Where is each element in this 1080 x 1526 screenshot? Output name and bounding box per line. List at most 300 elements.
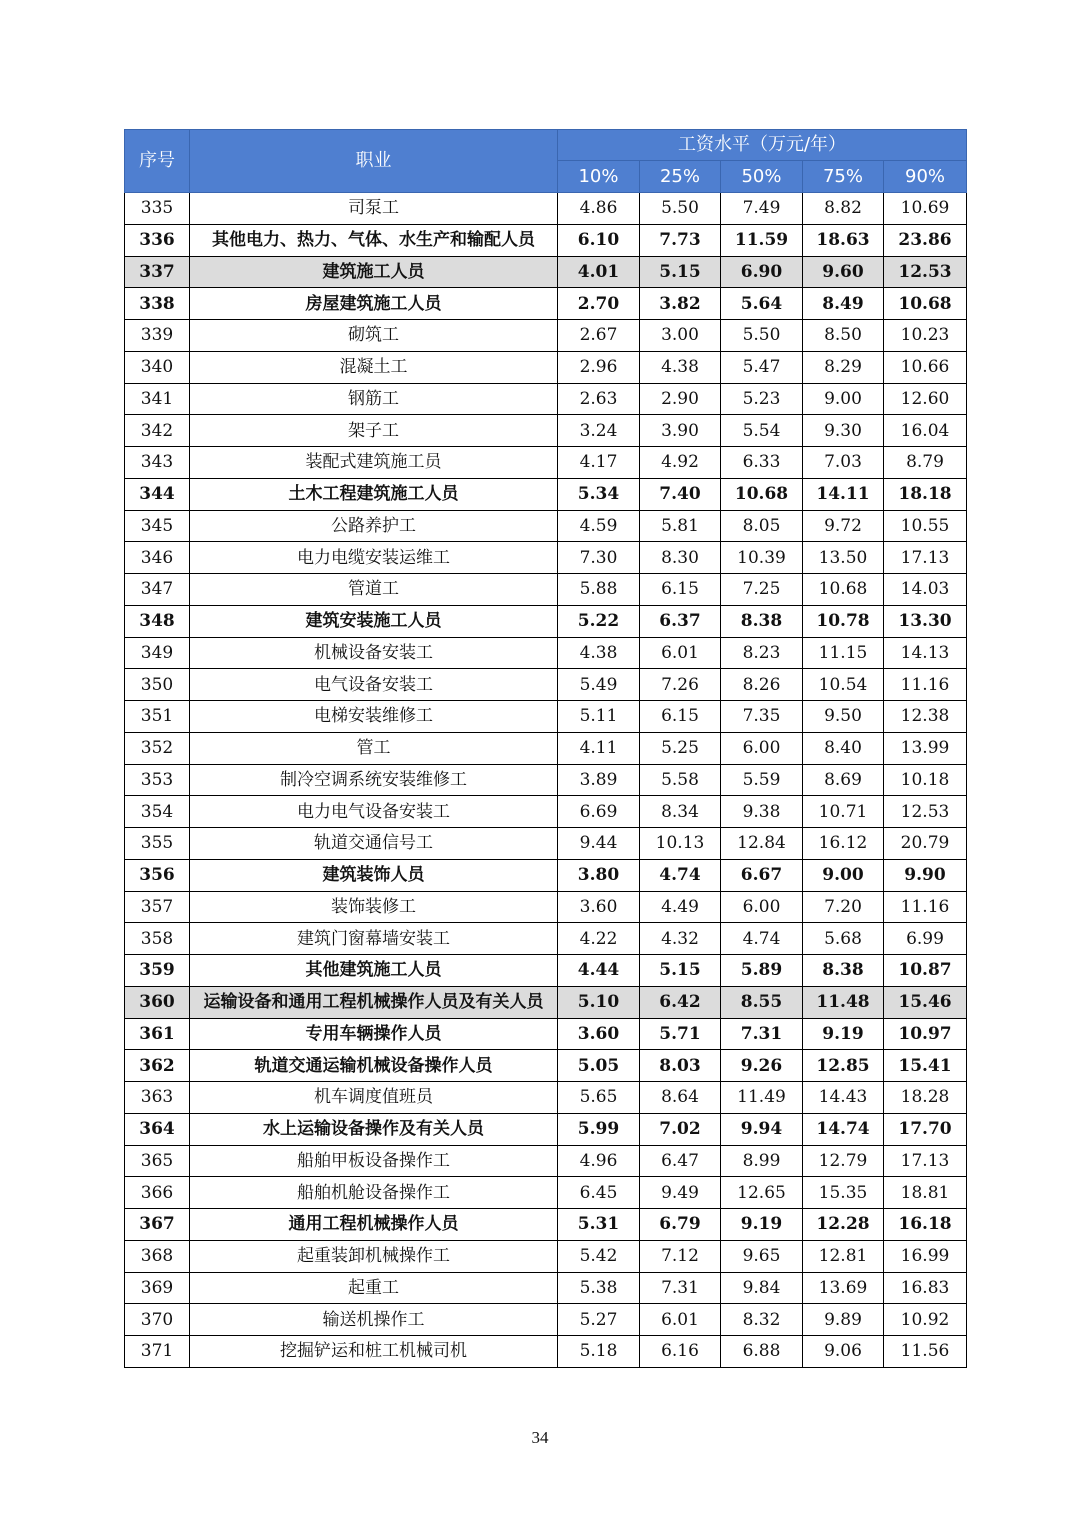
cell-p50: 12.65: [721, 1177, 803, 1209]
cell-occupation: 管工: [190, 732, 558, 764]
cell-seq: 337: [125, 256, 190, 288]
cell-p10: 7.30: [558, 542, 640, 574]
cell-p75: 14.74: [803, 1113, 884, 1145]
table-header: [125, 130, 967, 193]
cell-occupation: 船舶机舱设备操作工: [190, 1177, 558, 1209]
table-row: [125, 1209, 967, 1241]
cell-p50: 5.59: [721, 764, 803, 796]
cell-occupation: 水上运输设备操作及有关人员: [190, 1113, 558, 1145]
cell-seq: 370: [125, 1304, 190, 1336]
cell-p25: 8.03: [640, 1050, 721, 1082]
cell-p10: 5.10: [558, 986, 640, 1018]
cell-p90: 15.41: [884, 1050, 967, 1082]
cell-p75: 14.43: [803, 1082, 884, 1114]
cell-p50: 9.94: [721, 1113, 803, 1145]
cell-p90: 17.13: [884, 1145, 967, 1177]
cell-occupation: 钢筋工: [190, 383, 558, 415]
cell-p10: 6.10: [558, 224, 640, 256]
cell-p75: 15.35: [803, 1177, 884, 1209]
cell-p75: 8.38: [803, 955, 884, 987]
table-row: [125, 732, 967, 764]
cell-p75: 8.69: [803, 764, 884, 796]
wage-table: [124, 129, 967, 1368]
cell-p75: 7.20: [803, 891, 884, 923]
cell-p50: 5.47: [721, 351, 803, 383]
cell-p75: 9.72: [803, 510, 884, 542]
cell-p75: 11.15: [803, 637, 884, 669]
cell-seq: 335: [125, 193, 190, 225]
cell-seq: 344: [125, 478, 190, 510]
cell-occupation: 土木工程建筑施工人员: [190, 478, 558, 510]
cell-p50: 11.59: [721, 224, 803, 256]
cell-occupation: 混凝土工: [190, 351, 558, 383]
cell-occupation: 建筑装饰人员: [190, 859, 558, 891]
cell-p90: 18.28: [884, 1082, 967, 1114]
cell-p10: 5.18: [558, 1336, 640, 1368]
cell-seq: 368: [125, 1240, 190, 1272]
cell-p10: 4.96: [558, 1145, 640, 1177]
cell-seq: 362: [125, 1050, 190, 1082]
cell-p90: 10.97: [884, 1018, 967, 1050]
cell-p90: 15.46: [884, 986, 967, 1018]
cell-p50: 6.67: [721, 859, 803, 891]
cell-p75: 8.40: [803, 732, 884, 764]
cell-seq: 360: [125, 986, 190, 1018]
cell-seq: 342: [125, 415, 190, 447]
table-row: [125, 1177, 967, 1209]
cell-p25: 6.16: [640, 1336, 721, 1368]
cell-occupation: 公路养护工: [190, 510, 558, 542]
cell-occupation: 其他电力、热力、气体、水生产和输配人员: [190, 224, 558, 256]
header-wage-group: 工资水平（万元/年）: [558, 130, 967, 161]
cell-p10: 5.05: [558, 1050, 640, 1082]
cell-seq: 371: [125, 1336, 190, 1368]
cell-occupation: 轨道交通信号工: [190, 828, 558, 860]
cell-p90: 10.68: [884, 288, 967, 320]
cell-p25: 10.13: [640, 828, 721, 860]
table-row: [125, 1018, 967, 1050]
cell-p90: 11.16: [884, 669, 967, 701]
cell-p10: 5.38: [558, 1272, 640, 1304]
cell-p75: 12.85: [803, 1050, 884, 1082]
cell-p75: 9.89: [803, 1304, 884, 1336]
cell-p10: 3.24: [558, 415, 640, 447]
cell-p90: 10.87: [884, 955, 967, 987]
table-row: [125, 574, 967, 606]
cell-p25: 6.15: [640, 701, 721, 733]
cell-p50: 6.90: [721, 256, 803, 288]
table-row: [125, 320, 967, 352]
cell-p50: 6.88: [721, 1336, 803, 1368]
cell-p90: 16.04: [884, 415, 967, 447]
cell-p10: 4.86: [558, 193, 640, 225]
cell-p50: 5.54: [721, 415, 803, 447]
table-row: [125, 1272, 967, 1304]
table-row: [125, 288, 967, 320]
table-row: [125, 224, 967, 256]
cell-p75: 10.54: [803, 669, 884, 701]
cell-seq: 338: [125, 288, 190, 320]
cell-p90: 14.03: [884, 574, 967, 606]
cell-seq: 346: [125, 542, 190, 574]
cell-seq: 352: [125, 732, 190, 764]
cell-p90: 10.18: [884, 764, 967, 796]
cell-p90: 14.13: [884, 637, 967, 669]
cell-p50: 9.65: [721, 1240, 803, 1272]
table-row: [125, 891, 967, 923]
cell-seq: 350: [125, 669, 190, 701]
header-occupation: 职业: [190, 130, 558, 193]
table-row: [125, 955, 967, 987]
cell-seq: 355: [125, 828, 190, 860]
cell-p90: 17.70: [884, 1113, 967, 1145]
cell-p50: 8.32: [721, 1304, 803, 1336]
cell-occupation: 电力电气设备安装工: [190, 796, 558, 828]
header-p75: 75%: [803, 161, 884, 193]
cell-p25: 4.32: [640, 923, 721, 955]
cell-p90: 12.53: [884, 256, 967, 288]
cell-seq: 359: [125, 955, 190, 987]
cell-p75: 13.50: [803, 542, 884, 574]
cell-p25: 5.15: [640, 955, 721, 987]
cell-p25: 4.49: [640, 891, 721, 923]
cell-p75: 14.11: [803, 478, 884, 510]
table-row: [125, 669, 967, 701]
cell-p75: 7.03: [803, 447, 884, 479]
cell-p75: 10.78: [803, 605, 884, 637]
cell-p10: 3.80: [558, 859, 640, 891]
cell-p10: 4.38: [558, 637, 640, 669]
table-row: [125, 510, 967, 542]
cell-p50: 9.26: [721, 1050, 803, 1082]
cell-p10: 4.17: [558, 447, 640, 479]
cell-p90: 12.53: [884, 796, 967, 828]
table-row: [125, 828, 967, 860]
cell-p10: 5.88: [558, 574, 640, 606]
table-row: [125, 415, 967, 447]
cell-p50: 8.23: [721, 637, 803, 669]
cell-occupation: 装配式建筑施工员: [190, 447, 558, 479]
cell-occupation: 机械设备安装工: [190, 637, 558, 669]
cell-p10: 5.31: [558, 1209, 640, 1241]
cell-p90: 11.16: [884, 891, 967, 923]
cell-p50: 6.00: [721, 891, 803, 923]
cell-seq: 363: [125, 1082, 190, 1114]
cell-p10: 4.22: [558, 923, 640, 955]
cell-occupation: 制冷空调系统安装维修工: [190, 764, 558, 796]
cell-p10: 3.89: [558, 764, 640, 796]
header-p50: 50%: [721, 161, 803, 193]
cell-seq: 356: [125, 859, 190, 891]
cell-p50: 6.33: [721, 447, 803, 479]
cell-p25: 5.81: [640, 510, 721, 542]
cell-p25: 6.79: [640, 1209, 721, 1241]
cell-p25: 7.40: [640, 478, 721, 510]
cell-p25: 6.15: [640, 574, 721, 606]
cell-p25: 4.38: [640, 351, 721, 383]
cell-occupation: 输送机操作工: [190, 1304, 558, 1336]
cell-p75: 8.50: [803, 320, 884, 352]
cell-p25: 7.31: [640, 1272, 721, 1304]
cell-p10: 2.96: [558, 351, 640, 383]
cell-seq: 348: [125, 605, 190, 637]
cell-p90: 20.79: [884, 828, 967, 860]
cell-p75: 18.63: [803, 224, 884, 256]
header-p90: 90%: [884, 161, 967, 193]
cell-p25: 4.74: [640, 859, 721, 891]
cell-p25: 5.25: [640, 732, 721, 764]
cell-p10: 9.44: [558, 828, 640, 860]
cell-occupation: 管道工: [190, 574, 558, 606]
cell-p50: 5.23: [721, 383, 803, 415]
cell-p25: 2.90: [640, 383, 721, 415]
cell-p10: 2.63: [558, 383, 640, 415]
cell-p90: 12.60: [884, 383, 967, 415]
cell-p75: 9.60: [803, 256, 884, 288]
cell-p10: 5.34: [558, 478, 640, 510]
cell-p10: 4.59: [558, 510, 640, 542]
cell-seq: 357: [125, 891, 190, 923]
table-row: [125, 256, 967, 288]
cell-occupation: 司泵工: [190, 193, 558, 225]
cell-p25: 4.92: [640, 447, 721, 479]
cell-p10: 5.49: [558, 669, 640, 701]
cell-occupation: 电气设备安装工: [190, 669, 558, 701]
cell-p10: 4.11: [558, 732, 640, 764]
header-p25: 25%: [640, 161, 721, 193]
cell-p25: 6.37: [640, 605, 721, 637]
header-seq: 序号: [125, 130, 190, 193]
cell-p25: 5.50: [640, 193, 721, 225]
cell-p50: 11.49: [721, 1082, 803, 1114]
cell-p75: 10.68: [803, 574, 884, 606]
table-row: [125, 1240, 967, 1272]
table-row: [125, 1145, 967, 1177]
cell-seq: 343: [125, 447, 190, 479]
cell-occupation: 起重装卸机械操作工: [190, 1240, 558, 1272]
cell-seq: 347: [125, 574, 190, 606]
cell-p75: 9.50: [803, 701, 884, 733]
cell-occupation: 挖掘铲运和桩工机械司机: [190, 1336, 558, 1368]
cell-p90: 11.56: [884, 1336, 967, 1368]
cell-p25: 6.47: [640, 1145, 721, 1177]
cell-p10: 3.60: [558, 1018, 640, 1050]
cell-seq: 354: [125, 796, 190, 828]
table-row: [125, 923, 967, 955]
cell-p50: 9.38: [721, 796, 803, 828]
cell-occupation: 建筑施工人员: [190, 256, 558, 288]
table-row: [125, 351, 967, 383]
cell-occupation: 运输设备和通用工程机械操作人员及有关人员: [190, 986, 558, 1018]
cell-p10: 6.45: [558, 1177, 640, 1209]
cell-p25: 7.02: [640, 1113, 721, 1145]
cell-p10: 5.22: [558, 605, 640, 637]
table-row: [125, 1304, 967, 1336]
cell-p25: 9.49: [640, 1177, 721, 1209]
cell-occupation: 通用工程机械操作人员: [190, 1209, 558, 1241]
cell-occupation: 轨道交通运输机械设备操作人员: [190, 1050, 558, 1082]
cell-p90: 12.38: [884, 701, 967, 733]
table-row: [125, 1050, 967, 1082]
cell-occupation: 架子工: [190, 415, 558, 447]
cell-p25: 8.64: [640, 1082, 721, 1114]
cell-p25: 7.26: [640, 669, 721, 701]
cell-p50: 5.64: [721, 288, 803, 320]
cell-seq: 358: [125, 923, 190, 955]
cell-seq: 365: [125, 1145, 190, 1177]
table-row: [125, 796, 967, 828]
table-row: [125, 605, 967, 637]
cell-p25: 6.01: [640, 1304, 721, 1336]
table-row: [125, 637, 967, 669]
table-body: [125, 193, 967, 1368]
cell-p10: 4.01: [558, 256, 640, 288]
cell-p50: 9.84: [721, 1272, 803, 1304]
cell-p90: 10.66: [884, 351, 967, 383]
cell-p90: 16.99: [884, 1240, 967, 1272]
cell-p75: 8.82: [803, 193, 884, 225]
cell-p75: 8.29: [803, 351, 884, 383]
cell-p25: 6.01: [640, 637, 721, 669]
cell-p50: 9.19: [721, 1209, 803, 1241]
cell-p90: 17.13: [884, 542, 967, 574]
cell-p25: 7.12: [640, 1240, 721, 1272]
table-row: [125, 764, 967, 796]
cell-p25: 3.90: [640, 415, 721, 447]
header-p10: 10%: [558, 161, 640, 193]
cell-p10: 5.11: [558, 701, 640, 733]
cell-occupation: 电梯安装维修工: [190, 701, 558, 733]
cell-p50: 7.35: [721, 701, 803, 733]
table-row: [125, 986, 967, 1018]
cell-p90: 10.69: [884, 193, 967, 225]
cell-occupation: 专用车辆操作人员: [190, 1018, 558, 1050]
cell-seq: 361: [125, 1018, 190, 1050]
table-row: [125, 383, 967, 415]
cell-p50: 10.68: [721, 478, 803, 510]
cell-occupation: 起重工: [190, 1272, 558, 1304]
cell-p10: 5.99: [558, 1113, 640, 1145]
cell-p50: 10.39: [721, 542, 803, 574]
cell-p50: 12.84: [721, 828, 803, 860]
cell-p75: 12.28: [803, 1209, 884, 1241]
cell-seq: 364: [125, 1113, 190, 1145]
cell-p75: 12.79: [803, 1145, 884, 1177]
cell-p25: 5.58: [640, 764, 721, 796]
cell-p75: 12.81: [803, 1240, 884, 1272]
table-row: [125, 859, 967, 891]
cell-p10: 5.42: [558, 1240, 640, 1272]
cell-p50: 7.25: [721, 574, 803, 606]
cell-p75: 9.00: [803, 383, 884, 415]
cell-p75: 10.71: [803, 796, 884, 828]
cell-p25: 3.00: [640, 320, 721, 352]
cell-p25: 6.42: [640, 986, 721, 1018]
header-row-1: [125, 130, 967, 161]
cell-p90: 10.23: [884, 320, 967, 352]
table-row: [125, 542, 967, 574]
cell-p10: 2.67: [558, 320, 640, 352]
cell-p50: 8.26: [721, 669, 803, 701]
cell-seq: 351: [125, 701, 190, 733]
cell-p10: 3.60: [558, 891, 640, 923]
cell-p75: 16.12: [803, 828, 884, 860]
cell-p50: 8.55: [721, 986, 803, 1018]
cell-p50: 8.99: [721, 1145, 803, 1177]
cell-occupation: 砌筑工: [190, 320, 558, 352]
cell-p75: 11.48: [803, 986, 884, 1018]
cell-p75: 9.30: [803, 415, 884, 447]
cell-occupation: 房屋建筑施工人员: [190, 288, 558, 320]
cell-p75: 5.68: [803, 923, 884, 955]
cell-p25: 5.15: [640, 256, 721, 288]
cell-p90: 10.55: [884, 510, 967, 542]
cell-p50: 8.38: [721, 605, 803, 637]
cell-p90: 23.86: [884, 224, 967, 256]
table-row: [125, 193, 967, 225]
cell-p50: 4.74: [721, 923, 803, 955]
cell-occupation: 建筑安装施工人员: [190, 605, 558, 637]
cell-occupation: 电力电缆安装运维工: [190, 542, 558, 574]
cell-seq: 369: [125, 1272, 190, 1304]
cell-occupation: 建筑门窗幕墙安装工: [190, 923, 558, 955]
cell-p90: 18.18: [884, 478, 967, 510]
cell-p90: 13.99: [884, 732, 967, 764]
page-number: 34: [531, 1428, 549, 1447]
cell-occupation: 船舶甲板设备操作工: [190, 1145, 558, 1177]
cell-seq: 341: [125, 383, 190, 415]
cell-p25: 5.71: [640, 1018, 721, 1050]
cell-p25: 8.30: [640, 542, 721, 574]
cell-seq: 340: [125, 351, 190, 383]
cell-p50: 6.00: [721, 732, 803, 764]
cell-p75: 13.69: [803, 1272, 884, 1304]
cell-seq: 336: [125, 224, 190, 256]
cell-p50: 7.49: [721, 193, 803, 225]
cell-p10: 2.70: [558, 288, 640, 320]
cell-p75: 8.49: [803, 288, 884, 320]
table-row: [125, 701, 967, 733]
cell-p90: 13.30: [884, 605, 967, 637]
cell-p90: 9.90: [884, 859, 967, 891]
table-row: [125, 1113, 967, 1145]
cell-seq: 366: [125, 1177, 190, 1209]
cell-p75: 9.00: [803, 859, 884, 891]
cell-seq: 339: [125, 320, 190, 352]
cell-p10: 5.27: [558, 1304, 640, 1336]
cell-seq: 353: [125, 764, 190, 796]
cell-occupation: 其他建筑施工人员: [190, 955, 558, 987]
table-row: [125, 1082, 967, 1114]
cell-p50: 5.89: [721, 955, 803, 987]
cell-p90: 6.99: [884, 923, 967, 955]
table-row: [125, 478, 967, 510]
cell-p10: 4.44: [558, 955, 640, 987]
cell-p90: 16.83: [884, 1272, 967, 1304]
cell-p50: 8.05: [721, 510, 803, 542]
cell-p10: 5.65: [558, 1082, 640, 1114]
cell-p90: 18.81: [884, 1177, 967, 1209]
cell-p10: 6.69: [558, 796, 640, 828]
cell-p25: 3.82: [640, 288, 721, 320]
cell-p75: 9.06: [803, 1336, 884, 1368]
cell-occupation: 机车调度值班员: [190, 1082, 558, 1114]
cell-seq: 367: [125, 1209, 190, 1241]
cell-p90: 10.92: [884, 1304, 967, 1336]
cell-seq: 349: [125, 637, 190, 669]
cell-p50: 5.50: [721, 320, 803, 352]
cell-p50: 7.31: [721, 1018, 803, 1050]
